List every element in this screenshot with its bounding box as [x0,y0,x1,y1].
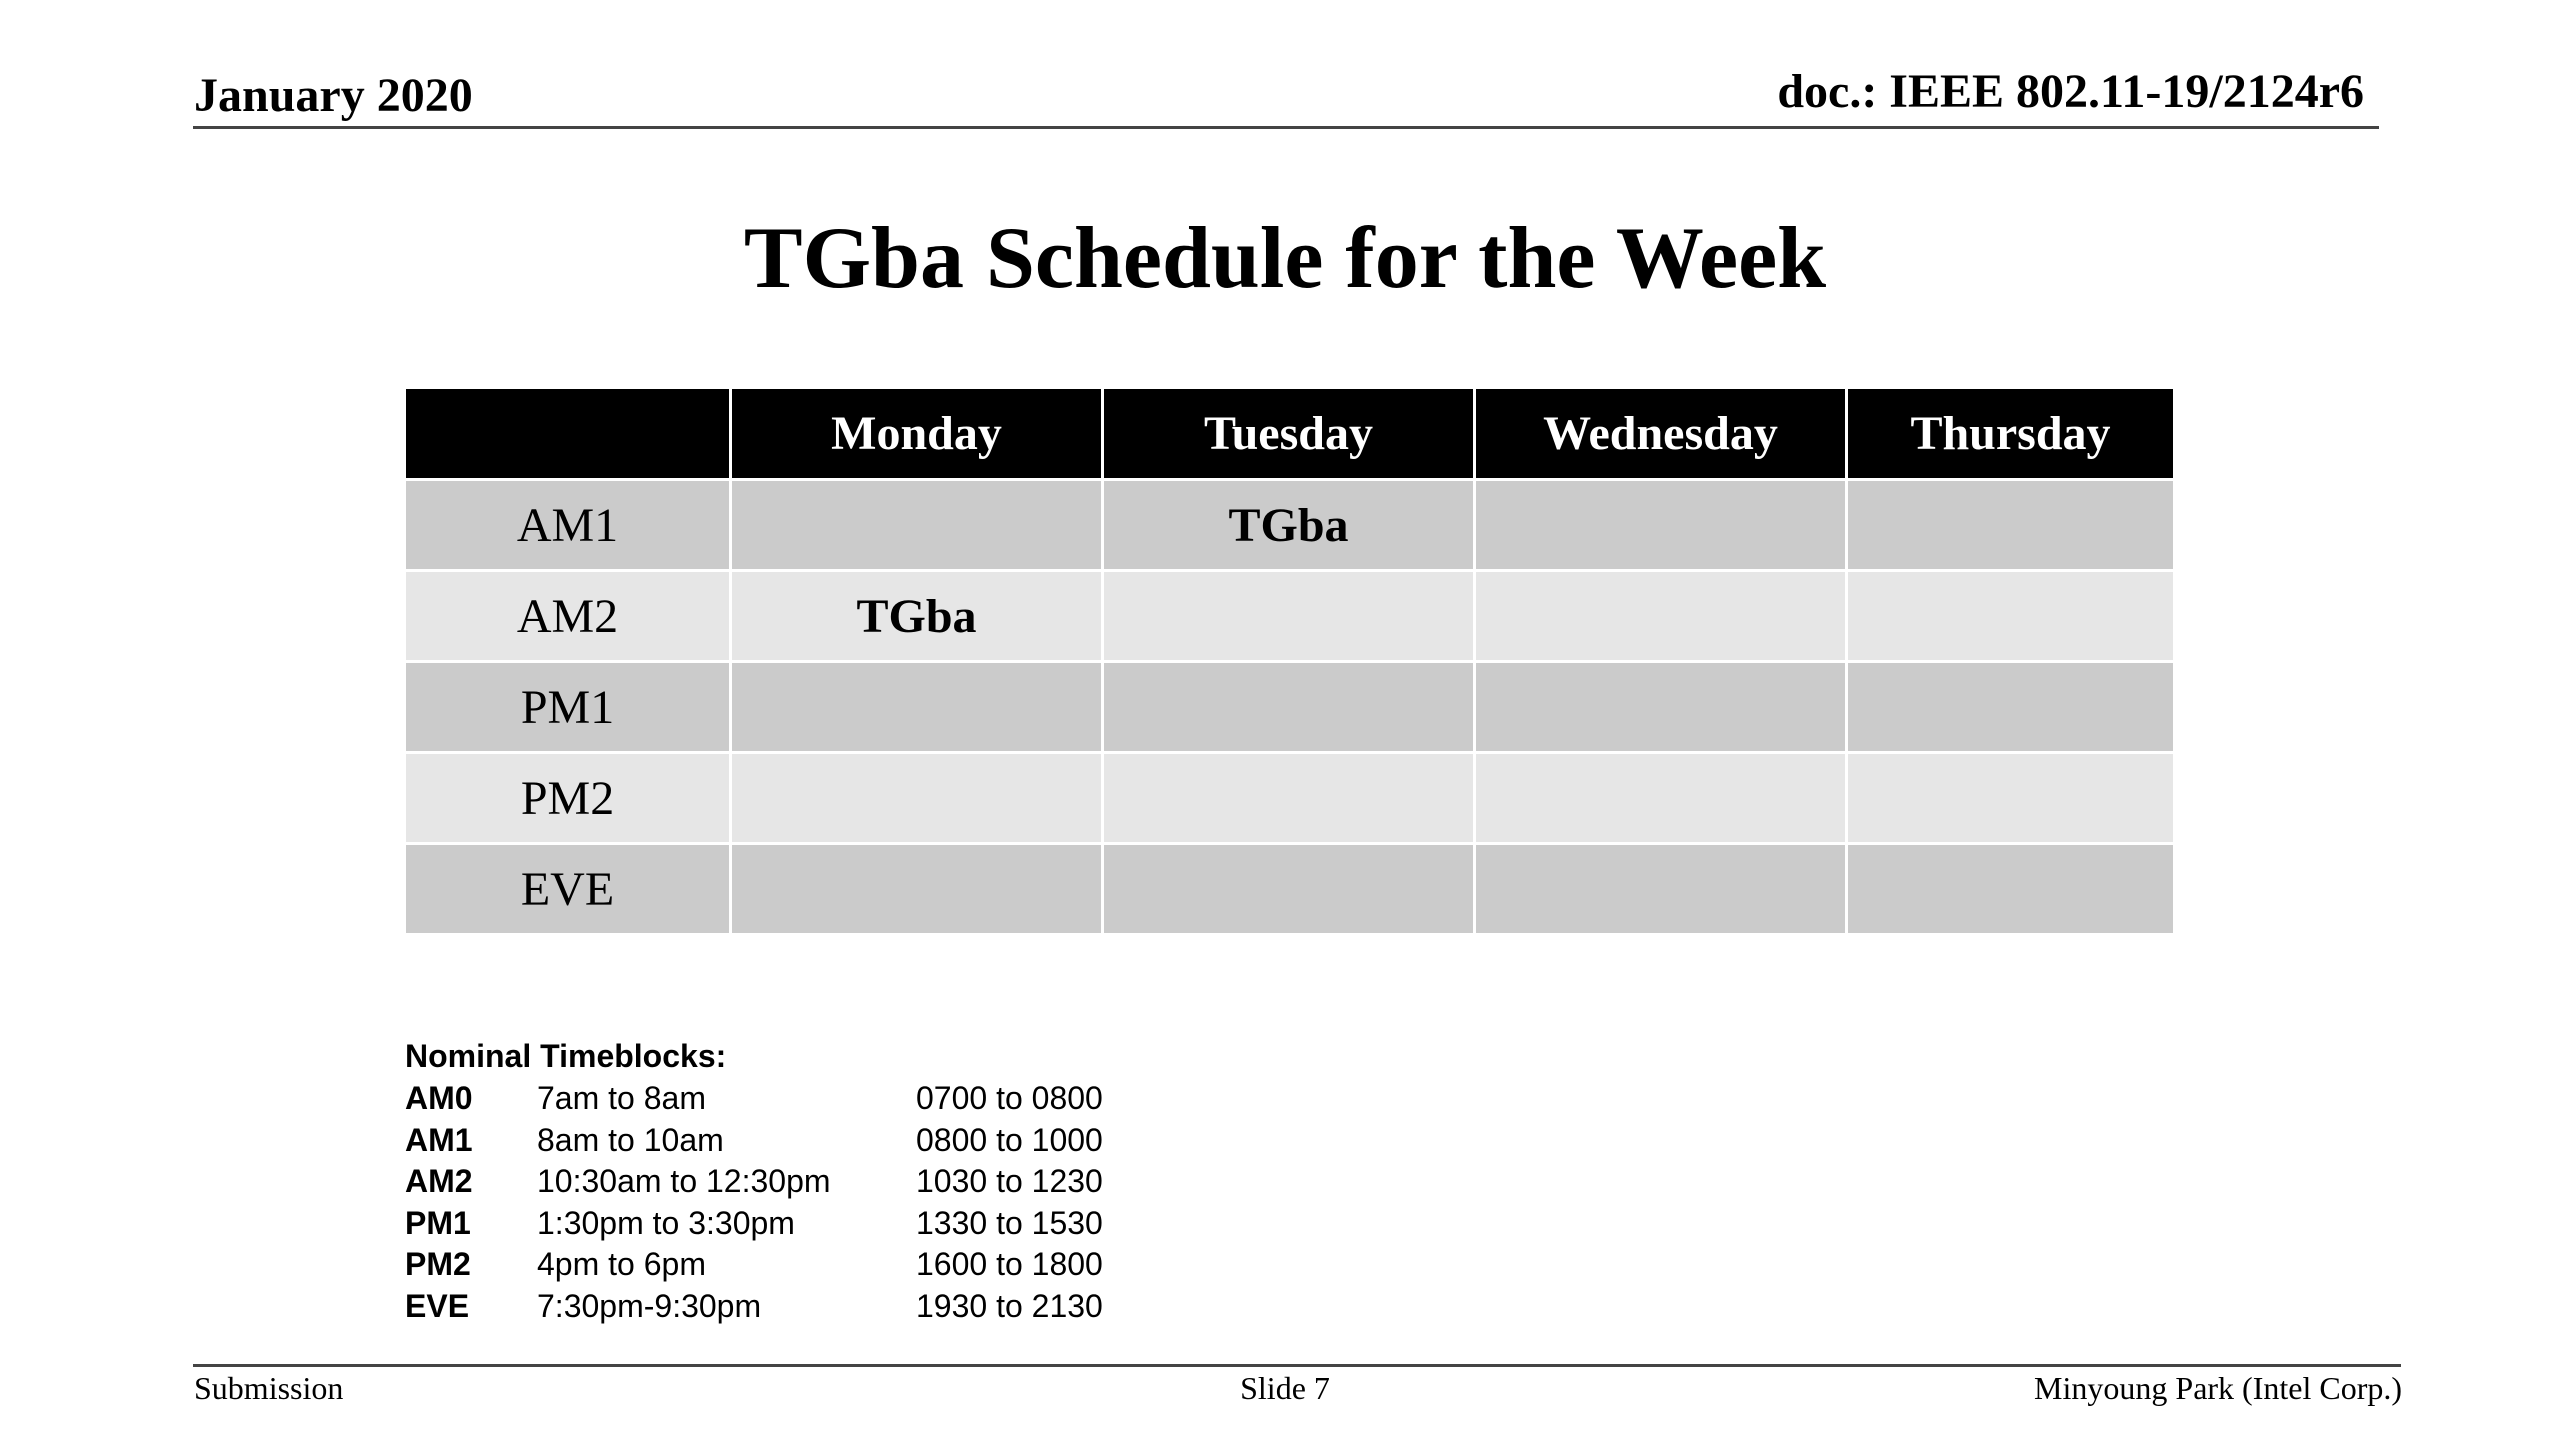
schedule-cell [731,480,1103,571]
timeblock-military: 0800 to 1000 [916,1121,1103,1158]
timeblock-row [405,1080,1103,1122]
timeblock-code: EVE [405,1287,470,1324]
schedule-cell: TGba [1103,480,1475,571]
schedule-row-pm2 [405,753,2175,844]
schedule-cell [731,662,1103,753]
timeblock-row [405,1163,1103,1205]
schedule-cell [1475,480,1847,571]
schedule-header-monday: Monday [731,388,1103,480]
schedule-cell: TGba [731,571,1103,662]
schedule-cell [1847,753,2175,844]
timeblock-row [405,1204,1103,1247]
slot-label: PM2 [405,753,731,844]
schedule-cell [1475,662,1847,753]
slot-label: AM2 [405,571,731,662]
slot-label: PM1 [405,662,731,753]
schedule-cell [1475,753,1847,844]
timeblock-code: PM1 [405,1204,471,1241]
schedule-row-pm1 [405,662,2175,753]
timeblock-code: AM0 [405,1080,473,1116]
timeblock-military: 1030 to 1230 [916,1163,1103,1199]
schedule-cell [1475,844,1847,935]
schedule-header-tuesday: Tuesday [1103,388,1475,480]
schedule-row-am2 [405,571,2175,662]
nominal-timeblocks [405,1038,1103,1329]
schedule-cell [1847,480,2175,571]
timeblock-code: PM2 [405,1246,471,1282]
timeblocks-heading: Nominal Timeblocks: [405,1038,727,1074]
timeblock-military: 0700 to 0800 [916,1080,1103,1116]
timeblock-row [405,1246,1103,1288]
schedule-cell [1103,753,1475,844]
timeblock-military: 1600 to 1800 [916,1246,1103,1282]
footer-author: Minyoung Park (Intel Corp.) [2034,1370,2402,1406]
schedule-cell [731,753,1103,844]
timeblock-row [405,1121,1103,1164]
footer-submission: Submission [194,1370,344,1406]
header-divider [193,126,2379,129]
timeblock-range: 8am to 10am [537,1121,724,1158]
header-date: January 2020 [194,69,473,122]
schedule-cell [1847,662,2175,753]
timeblock-range: 1:30pm to 3:30pm [537,1204,795,1241]
timeblock-range: 7:30pm-9:30pm [537,1287,762,1324]
timeblock-range: 10:30am to 12:30pm [537,1163,831,1199]
header-doc-id: doc.: IEEE 802.11-19/2124r6 [1777,65,2364,118]
schedule-row-eve [405,844,2175,935]
slide-title: TGba Schedule for the Week [743,210,1827,307]
timeblock-code: AM2 [405,1163,473,1199]
timeblock-row [405,1287,1103,1330]
schedule-header-row [405,388,2175,480]
slot-label: AM1 [405,480,731,571]
footer-slide-number: Slide 7 [1240,1370,1330,1406]
timeblock-military: 1330 to 1530 [916,1204,1103,1241]
schedule-cell [1847,571,2175,662]
timeblock-military: 1930 to 2130 [916,1287,1103,1324]
timeblock-code: AM1 [405,1121,473,1158]
timeblock-range: 7am to 8am [537,1080,706,1116]
schedule-cell [1475,571,1847,662]
schedule-cell [1103,662,1475,753]
timeblock-range: 4pm to 6pm [537,1246,706,1282]
footer-divider [193,1364,2401,1367]
schedule-header-wednesday: Wednesday [1475,388,1847,480]
schedule-cell [1103,571,1475,662]
schedule-cell [1103,844,1475,935]
schedule-header-corner [405,388,731,480]
schedule-cell [731,844,1103,935]
schedule-table [403,386,2176,936]
schedule-header-thursday: Thursday [1847,388,2175,480]
schedule-cell [1847,844,2175,935]
schedule-row-am1 [405,480,2175,571]
slot-label: EVE [405,844,731,935]
